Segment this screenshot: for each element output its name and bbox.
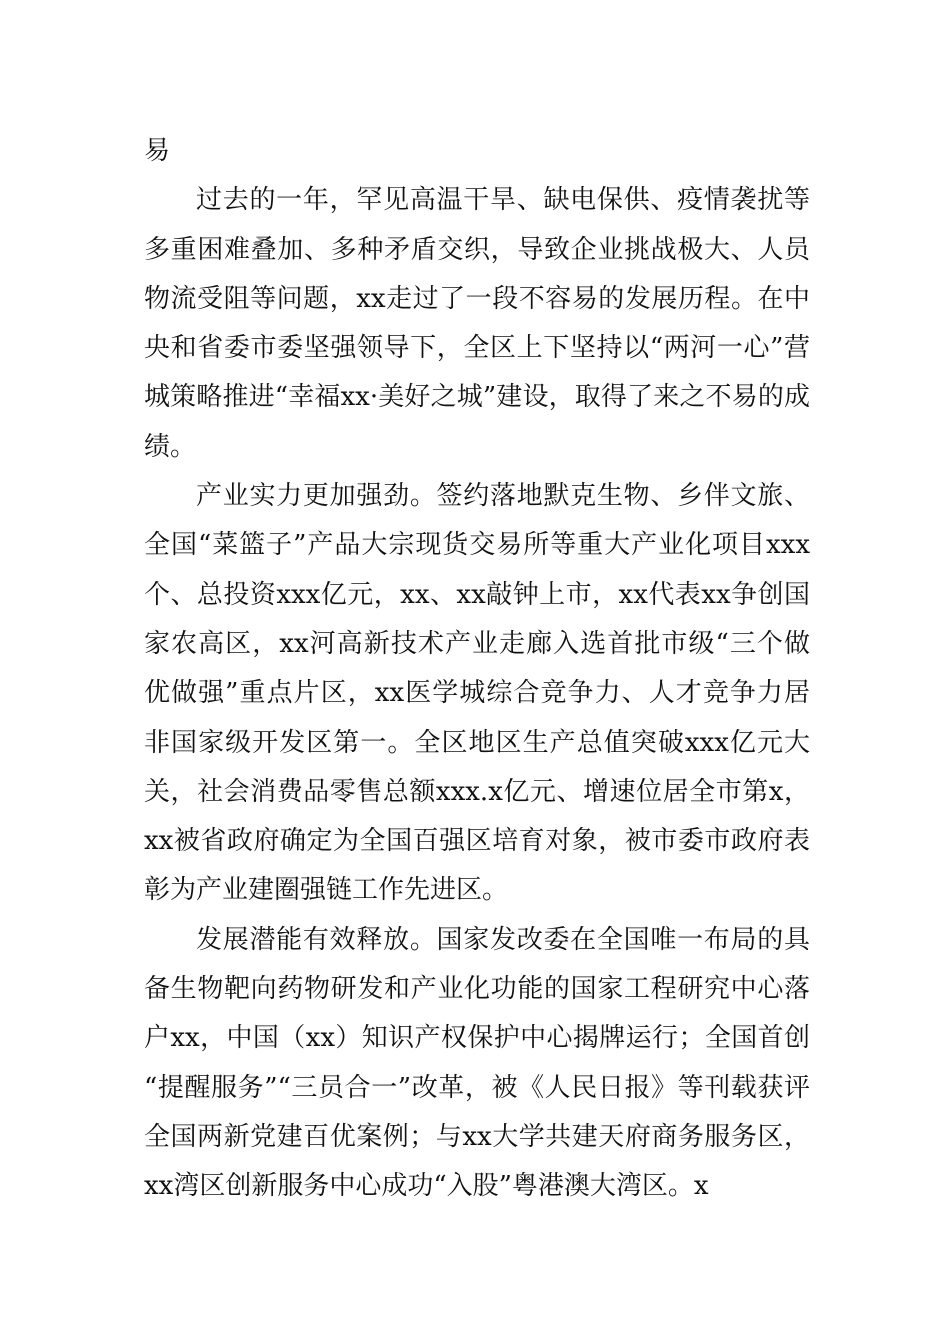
paragraph-industry-strength: 产业实力更加强劲。签约落地默克生物、乡伴文旅、全国“菜篮子”产品大宗现货交易所等重大产业化项目xxx个、总投资xxx亿元，xx、xx敲钟上市，xx代表xx争创国家农高区，xx河高新技术产业走廊入选首批市级“三个做优做强”重点片区，xx医学城综合竞争力、人才竞争力居非国家级开发区第一。全区地区生产总值突破xxx亿元大关，社会消费品零售总额xxx.x亿元、增速位居全市第x，xx被省政府确定为全国百强区培育对象，被市委市政府表彰为产业建圈强链工作先进区。 (144, 481, 810, 906)
document-body (144, 127, 810, 1212)
paragraph-past-year: 过去的一年，罕见高温干旱、缺电保供、疫情袭扰等多重困难叠加、多种矛盾交织，导致企业挑战极大、人员物流受阻等问题，xx走过了一段不容易的发展历程。在中央和省委市委坚强领导下，全区上下坚持以“两河一心”营城策略推进“幸福xx·美好之城”建设，取得了来之不易的成绩。 (144, 185, 810, 462)
paragraph-continuation: 易 (144, 136, 171, 166)
paragraph-development-potential: 发展潜能有效释放。国家发改委在全国唯一布局的具备生物靶向药物研发和产业化功能的国家工程研究中心落户xx，中国（xx）知识产权保护中心揭牌运行；全国首创“提醒服务”“三员合一”改革，被《人民日报》等刊载获评全国两新党建百优案例；与xx大学共建天府商务服务区，xx湾区创新服务中心成功“入股”粤港澳大湾区。x (144, 924, 810, 1202)
